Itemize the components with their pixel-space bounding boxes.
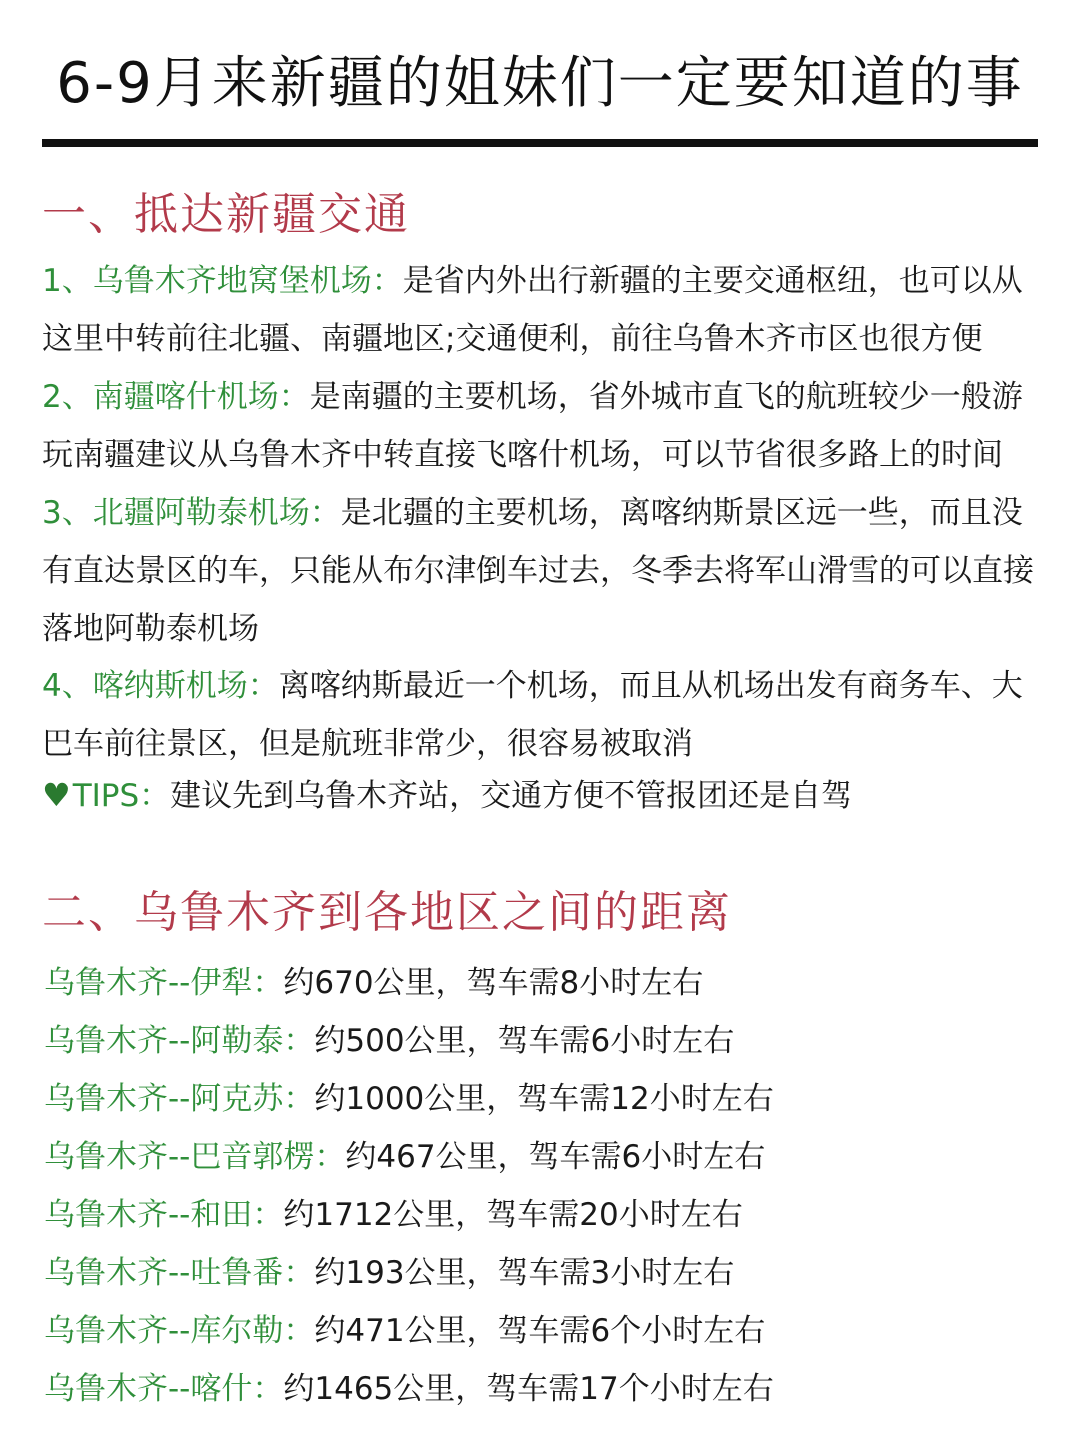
list-item [44,1128,1034,1186]
route-info: 约670公里，驾车需8小时左右 [283,965,704,1001]
route-label: 乌鲁木齐--喀什： [44,1371,284,1407]
route-info: 约471公里，驾车需6个小时左右 [314,1313,766,1349]
tips-label: TIPS： [72,778,171,814]
section-heading-transport: 一、抵达新疆交通 [42,189,410,240]
list-item [44,1186,1034,1244]
list-item [44,1360,1034,1418]
transport-item-text: 离喀纳斯最近一个机场，而且从机场出发有商务车、大巴车前往景区，但是航班非常少，很容易被取消 [42,668,1023,762]
transport-item-label: 3、北疆阿勒泰机场： [42,495,341,531]
transport-item-text: 是南疆的主要机场，省外城市直飞的航班较少一般游玩南疆建议从乌鲁木齐中转直接飞喀什机场，可以节省很多路上的时间 [42,379,1023,473]
route-info: 约1712公里，驾车需20小时左右 [283,1197,743,1233]
route-info: 约467公里，驾车需6小时左右 [345,1139,766,1175]
distance-list [44,954,1034,1418]
transport-item-label: 4、喀纳斯机场： [42,668,279,704]
route-info: 约1000公里，驾车需12小时左右 [314,1081,774,1117]
transport-item-urumqi-airport [42,252,1038,368]
list-item [44,1244,1034,1302]
route-info: 约193公里，驾车需3小时左右 [314,1255,735,1291]
transport-item-label: 1、乌鲁木齐地窝堡机场： [42,263,403,299]
tips-line [42,766,1038,825]
transport-item-text: 是北疆的主要机场，离喀纳斯景区远一些，而且没有直达景区的车，只能从布尔津倒车过去，冬季去将军山滑雪的可以直接落地阿勒泰机场 [42,495,1034,647]
transport-item-kanas-airport [42,657,1038,773]
route-label: 乌鲁木齐--库尔勒： [44,1313,315,1349]
transport-item-kashgar-airport [42,368,1038,484]
route-info: 约500公里，驾车需6小时左右 [314,1023,735,1059]
route-info: 约1465公里，驾车需17个小时左右 [283,1371,774,1407]
route-label: 乌鲁木齐--和田： [44,1197,284,1233]
heart-icon: ♥ [42,776,71,814]
route-label: 乌鲁木齐--吐鲁番： [44,1255,315,1291]
route-label: 乌鲁木齐--阿勒泰： [44,1023,315,1059]
section-heading-distances: 二、乌鲁木齐到各地区之间的距离 [42,887,732,938]
tips-text: 建议先到乌鲁木齐站，交通方便不管报团还是自驾 [170,778,853,814]
route-label: 乌鲁木齐--阿克苏： [44,1081,315,1117]
route-label: 乌鲁木齐--伊犁： [44,965,284,1001]
list-item [44,1302,1034,1360]
list-item [44,1070,1034,1128]
transport-item-altay-airport [42,484,1038,658]
title-divider [42,139,1038,147]
list-item [44,954,1034,1012]
list-item [44,1012,1034,1070]
page-title: 6-9月来新疆的姐妹们一定要知道的事 [56,51,1024,116]
route-label: 乌鲁木齐--巴音郭楞： [44,1139,346,1175]
transport-item-text: 是省内外出行新疆的主要交通枢纽，也可以从这里中转前往北疆、南疆地区;交通便利，前往乌鲁木齐市区也很方便 [42,263,1023,357]
transport-item-label: 2、南疆喀什机场： [42,379,310,415]
